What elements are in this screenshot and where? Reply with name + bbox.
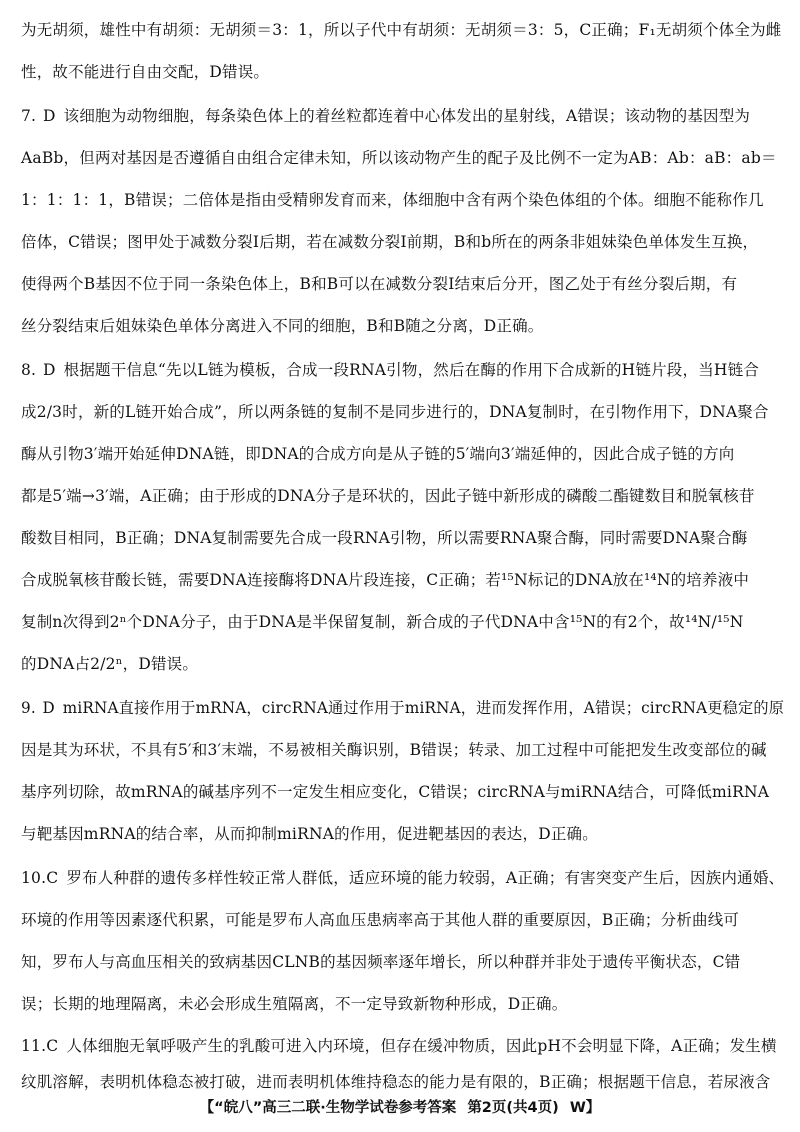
text-line: 性，故不能进行自由交配，D错误。: [21, 63, 270, 81]
text-line: 为无胡须，雄性中有胡须：无胡须＝3：1，所以子代中有胡须：无胡须＝3：5，C正确；F₁无胡须个体全为雌: [21, 21, 782, 39]
item-number: 11.: [21, 1037, 47, 1055]
text-line: 丝分裂结束后姐妹染色单体分离进入不同的细胞，B和B随之分离，D正确。: [21, 317, 544, 335]
text-line: 酸数目相同，B正确；DNA复制需要先合成一段RNA引物，所以需要RNA聚合酶，同时需要DNA聚合酶: [21, 529, 748, 547]
text-line: 环境的作用等因素逐代积累，可能是罗布人高血压患病率高于其他人群的重要原因，B正确；分析曲线可: [21, 911, 740, 929]
page-footer: [0, 1098, 800, 1118]
text-line: 酶从引物3′端开始延伸DNA链，即DNA的合成方向是从子链的5′端向3′端延伸的，因此合成子链的方向: [21, 445, 735, 463]
item-answer: C: [46, 1037, 59, 1055]
answer-item-7: [21, 106, 750, 126]
footer-page-number: 第2页(共4页): [467, 1100, 559, 1116]
item-number: 10.: [21, 869, 47, 887]
text-line: 合成脱氧核苷酸长链，需要DNA连接酶将DNA片段连接，C正确；若¹⁵N标记的DNA放在¹⁴N的培养液中: [21, 571, 750, 589]
text-line: AaBb，但两对基因是否遵循自由组合定律未知，所以该动物产生的配子及比例不一定为AB：Ab：aB：ab＝: [21, 149, 777, 167]
item-answer: D: [42, 699, 55, 717]
item-number: 7.: [21, 107, 37, 125]
text-line: 人体细胞无氧呼吸产生的乳酸可进入内环境，但存在缓冲物质，因此pH不会明显下降，A正确；发生横: [66, 1037, 777, 1055]
item-answer: C: [46, 869, 59, 887]
text-line: 基序列切除，故mRNA的碱基序列不一定发生相应变化，C错误；circRNA与miRNA结合，可降低miRNA: [21, 783, 770, 801]
text-line: 知，罗布人与高血压相关的致病基因CLNB的基因频率逐年增长，所以种群并非处于遗传平衡状态，C错: [21, 953, 741, 971]
text-line: miRNA直接作用于mRNA，circRNA通过作用于miRNA，进而发挥作用，A错误；circRNA更稳定的原: [62, 699, 785, 717]
answer-item-9: [21, 698, 784, 718]
item-number: 9.: [21, 699, 36, 717]
text-line: 该细胞为动物细胞，每条染色体上的着丝粒都连着中心体发出的星射线，A错误；该动物的基因型为: [63, 107, 751, 125]
text-line: 纹肌溶解，表明机体稳态被打破，进而表明机体维持稳态的能力是有限的，B正确；根据题干信息，若尿液含: [21, 1073, 771, 1091]
text-line: 都是5′端→3′端，A正确；由于形成的DNA分子是环状的，因此子链中新形成的磷酸二酯键数目和脱氧核苷: [21, 487, 755, 505]
footer-code: W】: [569, 1100, 601, 1116]
text-line: 倍体，C错误；图甲处于减数分裂Ⅰ后期，若在减数分裂Ⅰ前期，B和b所在的两条非姐妹染色单体发生互换，: [21, 233, 759, 251]
footer-title: 【“皖八”高三二联·生物学试卷参考答案: [199, 1100, 457, 1116]
text-line: 因是其为环状，不具有5′和3′末端，不易被相关酶识别，B错误；转录、加工过程中可能把发生改变部位的碱: [21, 741, 767, 759]
text-line: 1：1：1：1，B错误；二倍体是指由受精卵发育而来，体细胞中含有两个染色体组的个体。细胞不能称作几: [21, 191, 764, 209]
text-line: 复制n次得到2ⁿ个DNA分子，由于DNA是半保留复制，新合成的子代DNA中含¹⁵N的有2个，故¹⁴N/¹⁵N: [21, 613, 744, 631]
text-line: 使得两个B基因不位于同一条染色体上，B和B可以在减数分裂Ⅰ结束后分开，图乙处于有丝分裂后期，有: [21, 275, 738, 293]
answer-item-10: [21, 868, 784, 888]
text-line: 误；长期的地理隔离，未必会形成生殖隔离，不一定导致新物种形成，D正确。: [21, 995, 568, 1013]
item-answer: D: [43, 361, 56, 379]
text-line: 罗布人种群的遗传多样性较正常人群低，适应环境的能力较弱，A正确；有害突变产生后，因族内通婚、: [66, 869, 785, 887]
text-line: 的DNA占2/2ⁿ，D错误。: [21, 655, 199, 673]
item-answer: D: [43, 107, 56, 125]
text-line: 根据题干信息“先以L链为模板，合成一段RNA引物，然后在酶的作用下合成新的H链片段，当H链合: [63, 361, 760, 379]
item-number: 8.: [21, 361, 37, 379]
text-line: 与靶基因mRNA的结合率，从而抑制miRNA的作用，促进靶基因的表达，D正确。: [21, 825, 598, 843]
answer-item-11: [21, 1036, 777, 1056]
text-line: 成2/3时，新的L链开始合成”，所以两条链的复制不是同步进行的，DNA复制时，在引物作用下，DNA聚合: [21, 403, 769, 421]
answer-item-8: [21, 360, 759, 380]
